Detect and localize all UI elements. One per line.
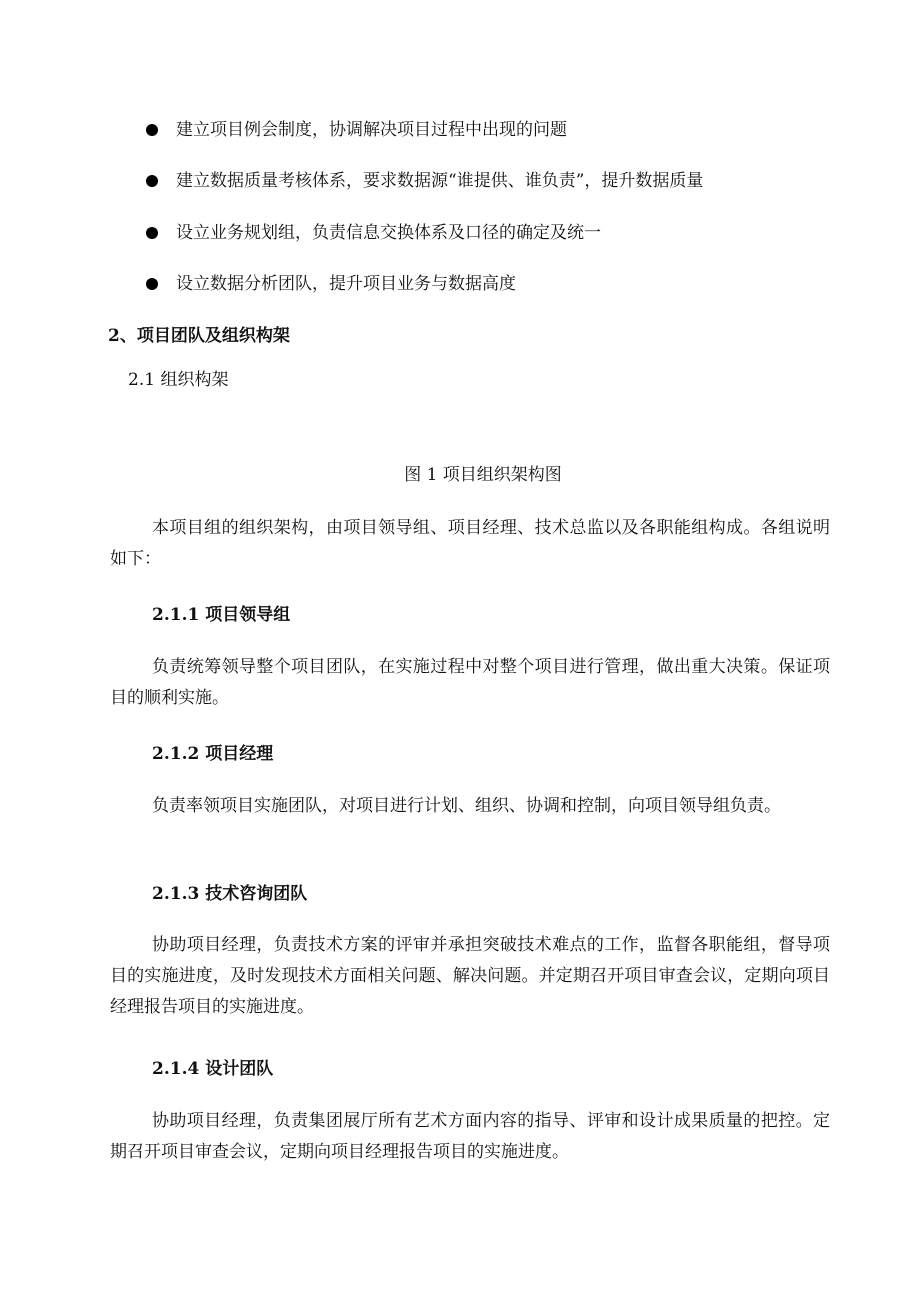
subsection-body: 协助项目经理，负责集团展厅所有艺术方面内容的指导、评审和设计成果质量的把控。定期召开项目审查会议，定期向项目经理报告项目的实施进度。 — [110, 1111, 830, 1162]
subsection-heading: 2.1 组织构架 — [128, 370, 229, 390]
bullet-dot-icon — [146, 227, 158, 239]
subsection-body: 负责统筹领导整个项目团队，在实施过程中对整个项目进行管理，做出重大决策。保证项目的顺利实施。 — [110, 657, 830, 708]
bullet-text: 设立数据分析团队，提升项目业务与数据高度 — [176, 274, 516, 294]
subsection-heading: 2.1.1 项目领导组 — [152, 605, 291, 625]
section-heading: 2、项目团队及组织构架 — [108, 326, 290, 346]
bullet-dot-icon — [146, 124, 158, 136]
figure-caption: 图 1 项目组织架构图 — [404, 465, 562, 485]
subsection-heading: 2.1.3 技术咨询团队 — [152, 884, 308, 904]
bullet-dot-icon — [146, 175, 158, 187]
bullet-item — [146, 115, 846, 145]
subsection-body: 协助项目经理，负责技术方案的评审并承担突破技术难点的工作，监督各职能组，督导项目的实施进度，及时发现技术方面相关问题、解决问题。并定期召开项目审查会议，定期向项目经理报告项目的实施进度。 — [110, 935, 830, 1017]
subsection-heading: 2.1.4 设计团队 — [152, 1059, 274, 1079]
bullet-item — [146, 269, 846, 299]
subsection-heading: 2.1.2 项目经理 — [152, 744, 274, 764]
bullet-text: 建立项目例会制度，协调解决项目过程中出现的问题 — [176, 120, 567, 140]
bullet-item — [146, 218, 846, 248]
bullet-item — [146, 166, 846, 196]
bullet-text: 设立业务规划组，负责信息交换体系及口径的确定及统一 — [176, 223, 601, 243]
intro-paragraph: 本项目组的组织架构，由项目领导组、项目经理、技术总监以及各职能组构成。各组说明如下： — [110, 518, 830, 569]
subsection-body: 负责率领项目实施团队，对项目进行计划、组织、协调和控制，向项目领导组负责。 — [152, 796, 781, 816]
bullet-text: 建立数据质量考核体系，要求数据源“谁提供、谁负责”，提升数据质量 — [176, 171, 704, 191]
bullet-dot-icon — [146, 278, 158, 290]
